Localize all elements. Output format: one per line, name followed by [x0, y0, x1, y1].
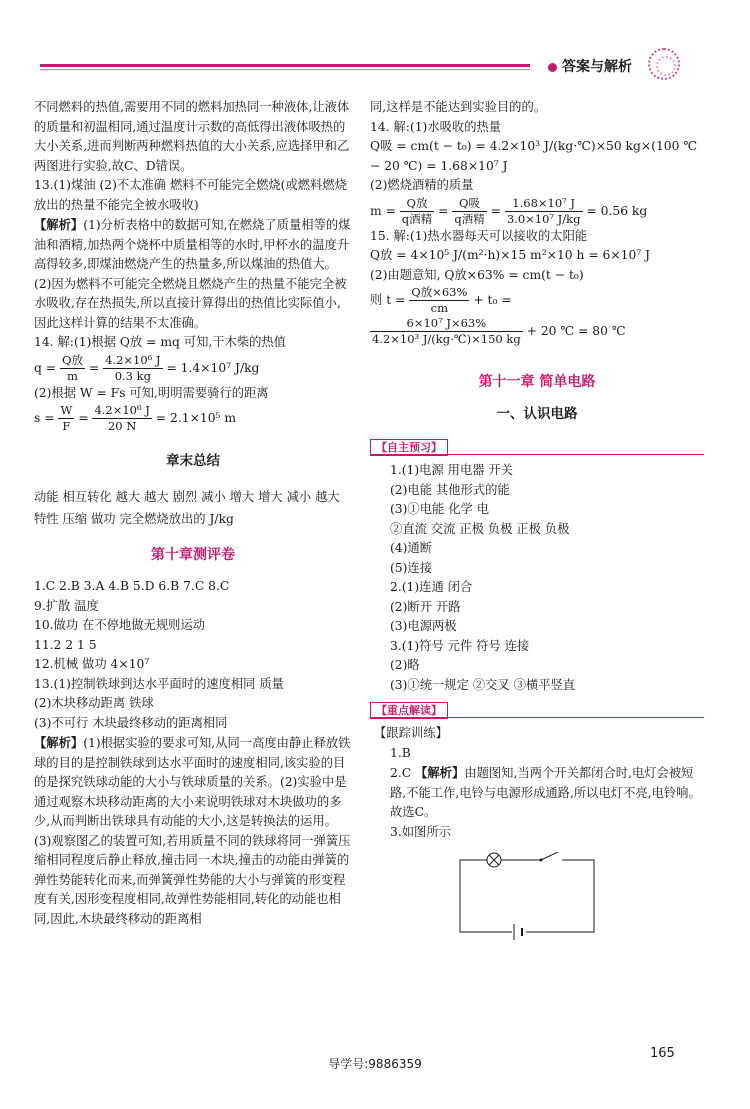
- numerator: Q吸: [452, 196, 486, 212]
- denominator: q酒精: [401, 211, 433, 226]
- answer-label: 2.C: [390, 766, 412, 780]
- denominator: 4.2×10³ J/(kg·℃)×150 kg: [372, 332, 521, 346]
- eq-lhs: s =: [34, 411, 55, 425]
- eq-sign: =: [78, 411, 89, 425]
- eq-result: = 1.4×10⁷ J/kg: [166, 360, 260, 375]
- numerator: W: [60, 403, 73, 417]
- eq-sign: =: [88, 360, 100, 375]
- answer-line: (2)略: [390, 658, 420, 672]
- eq-result: + t₀ =: [473, 293, 512, 307]
- summary-title: 章末总结: [166, 453, 220, 469]
- denominator: 20 N: [107, 419, 137, 433]
- equation-temperature: [370, 285, 704, 316]
- key-header: [370, 701, 704, 718]
- chapter-title: 第十一章 简单电路: [478, 374, 596, 390]
- analysis-text: 由题图知,当两个开关都闭合时,电灯会被短路,不能工作,电铃与电源形成通路,所以电灯不亮,电铃响。故选C。: [390, 766, 701, 819]
- numerator: Q放: [62, 352, 83, 367]
- fraction: [370, 316, 523, 347]
- numerator: Q放×63%: [411, 285, 468, 299]
- analysis-text: (1)分析表格中的数据可知,在燃烧了质量相等的煤油和酒精,加热两个烧杯中质量相等的水时,甲杯水的温度升高得较多,即煤油燃烧产生的热量多,所以煤油的热值大。(2)因为燃料不可能完全燃烧且燃烧产生的热量不能完全被水吸收,存在热损失,所以直接计算得出的热值比实际值小,因此这样计算的结果不太准确。: [34, 218, 351, 330]
- analysis-tag: 【解析】: [415, 765, 465, 780]
- answer-line: 10.做功 在不停地做无规则运动: [34, 618, 206, 632]
- denominator: m: [67, 368, 78, 383]
- analysis-text: (1)根据实验的要求可知,从同一高度由静止释放铁球的目的是控制铁球到达水平面时的速度相同,该实验的目的是探究铁球动能的大小与铁球质量的关系。(2)实验中是通过观察木块移动距离的大小来说明铁球对木块做功的多少,从而判断出铁球具有动能的大小,这是转换法的运用。(3)观察图乙的装置可知,若用质量不同的铁球将同一弹簧压缩相同程度后静止释放,撞击同一木块,撞击的动能由弹簧的弹性势能转化而来,而弹簧弹性势能的大小与弹簧的形变程度有关,因形变程度相同,故弹性势能相同,转化的动能也相同,因此,木块最终移动的距离相: [34, 736, 351, 926]
- analysis-t13: [34, 733, 352, 929]
- answer-line: (2)断开 开路: [390, 599, 461, 614]
- eq-result: + 20 ℃ = 80 ℃: [526, 324, 626, 338]
- answer-line: 3.(1)符号 元件 符号 连接: [390, 638, 530, 653]
- preview-header: [370, 438, 704, 455]
- answer-line: 11.2 2 1 5: [34, 637, 97, 652]
- denominator: F: [62, 419, 71, 433]
- question-15b: (2)由题意知, Q放×63% = cm(t − t₀): [370, 267, 584, 282]
- question-13: 13.(1)煤油 (2)不太准确 燃料不可能完全燃烧(或燃料燃烧放出的热量不能完全被水吸收): [34, 178, 347, 212]
- answer-line: (3)①统一规定 ②交叉 ③横平竖直: [390, 677, 576, 692]
- answer-line: 1.(1)电源 用电器 开关: [390, 463, 514, 477]
- header-rule-thin: [40, 69, 530, 70]
- header-title: 答案与解析: [562, 59, 632, 75]
- numerator: 1.68×10⁷ J: [505, 196, 583, 212]
- answer-line: 13.(1)控制铁球到达水平面时的速度相同 质量: [34, 676, 284, 691]
- denominator: q酒精: [454, 211, 485, 226]
- flower-ornament-icon: [648, 48, 680, 80]
- question-15: 15. 解:(1)热水器每天可以接收的太阳能: [370, 228, 588, 243]
- circuit-wire: [460, 860, 594, 932]
- answer-line: 12.机械 做功 4×10⁷: [34, 657, 150, 671]
- question-14b: (2)根据 W = Fs 可知,明明需要骑行的距离: [34, 385, 269, 400]
- eq-result: = 0.56 kg: [586, 203, 648, 218]
- numerator: Q放: [400, 196, 434, 212]
- answer-line: ②直流 交流 正极 负极 正极 负极: [390, 521, 570, 536]
- equation-heat-value: [34, 353, 352, 384]
- question-14: 14. 解:(1)根据 Q放 = mq 可知,干木柴的热值: [34, 335, 287, 349]
- paragraph: 同,这样是不能达到实验目的的。: [370, 100, 547, 114]
- answer-line: 2.(1)连通 闭合: [390, 580, 473, 594]
- test-title: 第十章测评卷: [151, 546, 235, 563]
- eq-result: = 2.1×10⁵ m: [155, 411, 237, 425]
- equation-mass: [370, 196, 704, 227]
- answer-line: 1.C 2.B 3.A 4.B 5.D 6.B 7.C 8.C: [34, 579, 230, 593]
- answer-line: (4)通断: [390, 541, 433, 555]
- footer-code: 导学号:9886359: [328, 1057, 422, 1071]
- answer-line: 9.扩散 温度: [34, 598, 99, 613]
- question-14: 14. 解:(1)水吸收的热量: [370, 119, 502, 134]
- circuit-diagram: [452, 852, 602, 940]
- fraction: [92, 403, 151, 434]
- analysis-13: [34, 215, 352, 333]
- denominator: 0.3 kg: [114, 368, 151, 383]
- numerator: 4.2×10⁶ J: [94, 403, 150, 417]
- eq-sign: =: [490, 203, 501, 218]
- equation-temperature-value: [370, 316, 704, 347]
- equation-solar-energy: Q放 = 4×10⁵ J/(m²·h)×15 m²×10 h = 6×10⁷ J: [370, 248, 651, 262]
- fraction: [400, 196, 434, 227]
- equation-heat-absorbed: Q吸 = cm(t − t₀) = 4.2×10³ J/(kg·℃)×50 kg×(100 ℃ − 20 ℃) = 1.68×10⁷ J: [370, 139, 698, 173]
- key-tag: 【重点解读】: [370, 702, 448, 719]
- summary-text: 动能 相互转化 越大 越大 剧烈 减小 增大 增大 减小 越大 特性 压缩 做功 完全燃烧放出的 J/kg: [34, 489, 340, 526]
- answer-line: (2)木块移动距离 铁球: [34, 696, 154, 710]
- eq-lhs: m =: [370, 203, 396, 218]
- header-rule: [40, 64, 530, 67]
- page-number: 165: [650, 1046, 675, 1061]
- fraction: [452, 196, 486, 227]
- paragraph: 不同燃料的热值,需要用不同的燃料加热同一种液体,让液体的质量和初温相同,通过温度计示数的高低得出液体吸热的大小关系,进而判断两种燃料热值的大小关系,应选择甲和乙两图进行实验,故C、D错误。: [34, 100, 350, 173]
- left-column: [34, 98, 352, 929]
- eq-lhs: 则 t =: [370, 293, 406, 307]
- switch-gap: [540, 857, 562, 863]
- header-bullet-icon: [548, 63, 557, 72]
- answer-line: (3)电源两极: [390, 619, 457, 633]
- analysis-tag: 【解析】: [34, 735, 84, 750]
- fraction: [505, 196, 583, 227]
- track-label: 【跟踪训练】: [374, 726, 448, 740]
- answer-line: (3)不可行 木块最终移动的距离相同: [34, 715, 228, 730]
- equation-distance: [34, 403, 352, 434]
- answer-line: (2)电能 其他形式的能: [390, 482, 510, 497]
- fraction: [409, 285, 469, 316]
- answer-line: 3.如图所示: [390, 824, 451, 839]
- numerator: 4.2×10⁶ J: [105, 352, 161, 367]
- answer-with-analysis: [370, 763, 704, 823]
- preview-tag: 【自主预习】: [370, 439, 448, 456]
- eq-lhs: q =: [34, 360, 57, 375]
- analysis-tag: 【解析】: [34, 217, 84, 232]
- answer-line: (3)①电能 化学 电: [390, 502, 490, 516]
- lesson-title: 一、认识电路: [496, 405, 578, 422]
- fraction: [58, 403, 74, 434]
- right-column: [370, 98, 704, 947]
- denominator: 3.0×10⁷ J/kg: [506, 211, 581, 226]
- fraction: [60, 353, 85, 384]
- denominator: cm: [430, 301, 449, 315]
- fraction: [103, 353, 162, 384]
- question-14b: (2)燃烧酒精的质量: [370, 178, 474, 192]
- eq-sign: =: [438, 203, 449, 218]
- answer-line: (5)连接: [390, 560, 433, 575]
- numerator: 6×10⁷ J×63%: [370, 316, 523, 332]
- answer-line: 1.B: [390, 745, 411, 760]
